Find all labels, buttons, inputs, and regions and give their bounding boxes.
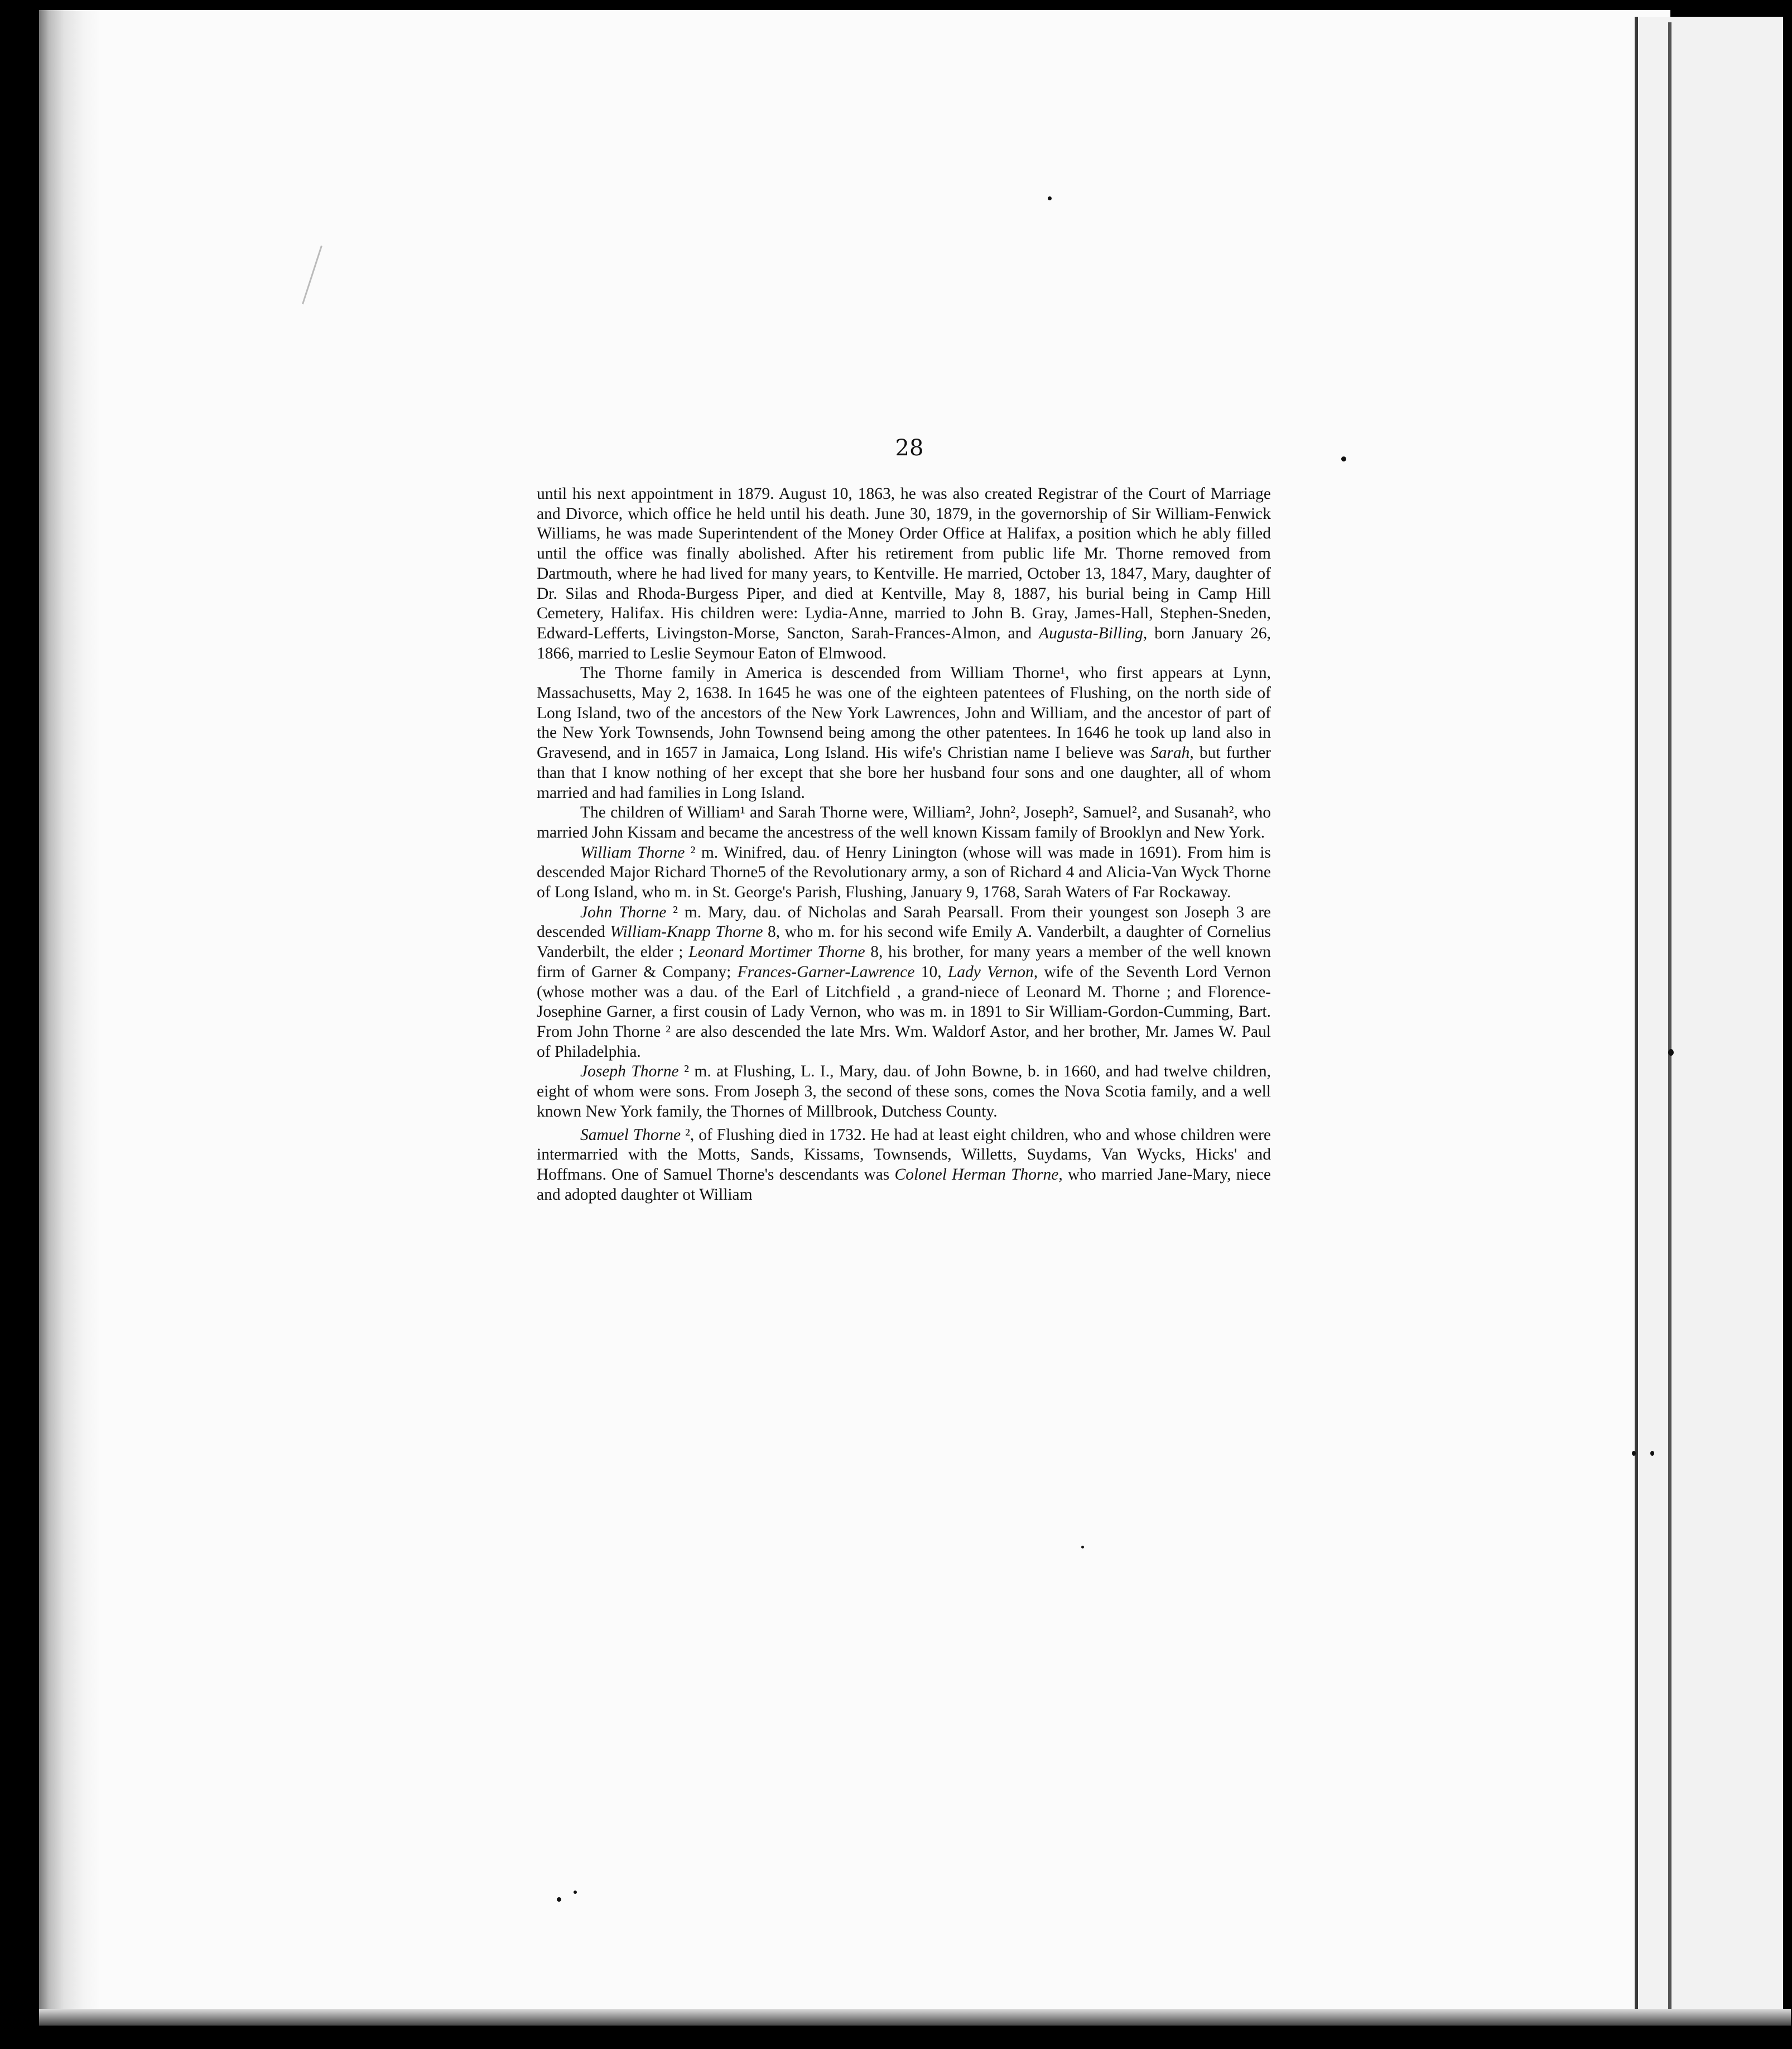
italic-name: Frances-Garner-Lawrence: [737, 963, 915, 981]
text-run: The Thorne family in America is descended from William Thorne¹, who first appears at Lynn, Massachusetts, May 2, 1638. In 1645 he was one of the eighteen patentees of Flushing, on the north side of Long Island, two of the ancestors of the New York Lawrences, John and William, and the ancestor of part of the New York Townsends, John Townsend being among the other patentees. In 1646 he took up land also in Gravesend, and in 1657 in Jamaica, Long Island. His wife's Christian name I believe was: [537, 664, 1271, 762]
text-run: born January 26, 1866, married to Leslie Seymour Eaton of Elmwood.: [537, 624, 1271, 662]
paragraph-p5: [537, 903, 1271, 1062]
italic-name: William Thorne: [580, 843, 685, 862]
italic-name: Joseph Thorne: [580, 1062, 679, 1081]
text-run: but further than that I know nothing of her except that she bore her husband four sons and one daughter, all of whom married and had families in Long Island.: [537, 744, 1271, 802]
text-run: ² m. Winifred, dau. of Henry Linington (whose will was made in 1691). From him is descended Major Richard Thorne5 of the Revolutionary army, a son of Richard 4 and Alicia-Van Wyck Thorne of Long Island, who m. in St. George's Parish, Flushing, January 9, 1768, Sarah Waters of Far Rockaway.: [537, 843, 1271, 902]
italic-name: Colonel Herman Thorne,: [894, 1165, 1063, 1184]
scan-speck: [1668, 1049, 1674, 1056]
body-text: [537, 484, 1271, 1205]
adjacent-page-edge: [1635, 17, 1783, 2020]
text-run: ², of Flushing died in 1732. He had at least eight children, who and whose children were intermarried with the Motts, Sands, Kissams, Townsends, Willetts, Suydams, Van Wycks, Hicks' and Hoffmans. One of Samuel Thorne's descendants was: [537, 1125, 1271, 1184]
italic-name: John Thorne: [580, 903, 667, 921]
scan-speck: [574, 1891, 577, 1894]
paragraph-p1: [537, 484, 1271, 663]
text-run: until his next appointment in 1879. August 10, 1863, he was also created Registrar of the Court of Marriage and Divorce, which office he held until his death. June 30, 1879, in the governorship of Sir William-Fenwick Williams, he was made Superintendent of the Money Order Office at Halifax, a position which he ably filled until the office was finally abolished. After his retirement from public life Mr. Thorne removed from Dartmouth, where he had lived for many years, to Kentville. He married, October 13, 1847, Mary, daughter of Dr. Silas and Rhoda-Burgess Piper, and died at Kentville, May 8, 1887, his burial being in Camp Hill Cemetery, Halifax. His children were: Lydia-Anne, married to John B. Gray, James-Hall, Stephen-Sneden, Edward-Lefferts, Livingston-Morse, Sancton, Sarah-Frances-Almon, and: [537, 485, 1271, 642]
scan-speck: [1632, 1451, 1636, 1456]
paragraph-p7: [537, 1125, 1271, 1205]
paragraph-p3: [537, 803, 1271, 843]
paragraph-p2: [537, 663, 1271, 803]
text-run: 8, his brother, for many years a member of the well known firm of Garner & Company;: [537, 943, 1271, 981]
text-run: 8, who m. for his second wife Emily A. Vanderbilt, a daughter of Cornelius Vanderbilt, the elder ;: [537, 923, 1271, 961]
text-run: 10,: [914, 963, 948, 981]
scan-speck: [1048, 196, 1052, 200]
italic-name: Samuel Thorne: [580, 1125, 681, 1144]
paragraph-p4: [537, 843, 1271, 903]
text-run: ² m. at Flushing, L. I., Mary, dau. of John Bowne, b. in 1660, and had twelve children, eight of whom were sons. From Joseph 3, the second of these sons, comes the Nova Scotia family, and a well known New York family, the Thornes of Millbrook, Dutchess County.: [537, 1062, 1271, 1120]
italic-name: William-Knapp Thorne: [610, 923, 763, 941]
text-run: wife of the Seventh Lord Vernon (whose mother was a dau. of the Earl of Litchfield , a grand-niece of Leonard M. Thorne ; and Florence-Josephine Garner, a first cousin of Lady Vernon, who was m. in 1891 to Sir William-Gordon-Cumming, Bart. From John Thorne ² are also descended the late Mrs. Wm. Waldorf Astor, and her brother, Mr. James W. Paul of Philadelphia.: [537, 963, 1271, 1061]
scan-speck: [1650, 1451, 1654, 1456]
text-run: ² m. Mary, dau. of Nicholas and Sarah Pearsall. From their youngest son Joseph 3 are descended: [537, 903, 1271, 941]
italic-name: Lady Vernon,: [947, 963, 1038, 981]
scan-speck: [1081, 1546, 1084, 1548]
text-run: who married Jane-Mary, niece and adopted daughter ot William: [537, 1165, 1271, 1204]
italic-name: Leonard Mortimer Thorne: [688, 943, 865, 961]
bottom-page-edge: [39, 2009, 1791, 2026]
binding-shadow: [39, 10, 100, 2024]
scan-speck: [557, 1897, 561, 1902]
page-edge-line: [1668, 22, 1671, 2014]
italic-name: Sarah,: [1150, 744, 1194, 762]
page-number: 28: [895, 435, 924, 461]
text-run: The children of William¹ and Sarah Thorne were, William², John², Joseph², Samuel², and Susanah², who married John Kissam and became the ancestress of the well known Kissam family of Brooklyn and New York.: [537, 804, 1271, 841]
italic-name: Augusta-Billing,: [1039, 624, 1148, 642]
scan-speck: [1341, 456, 1346, 461]
paragraph-p6: [537, 1062, 1271, 1122]
